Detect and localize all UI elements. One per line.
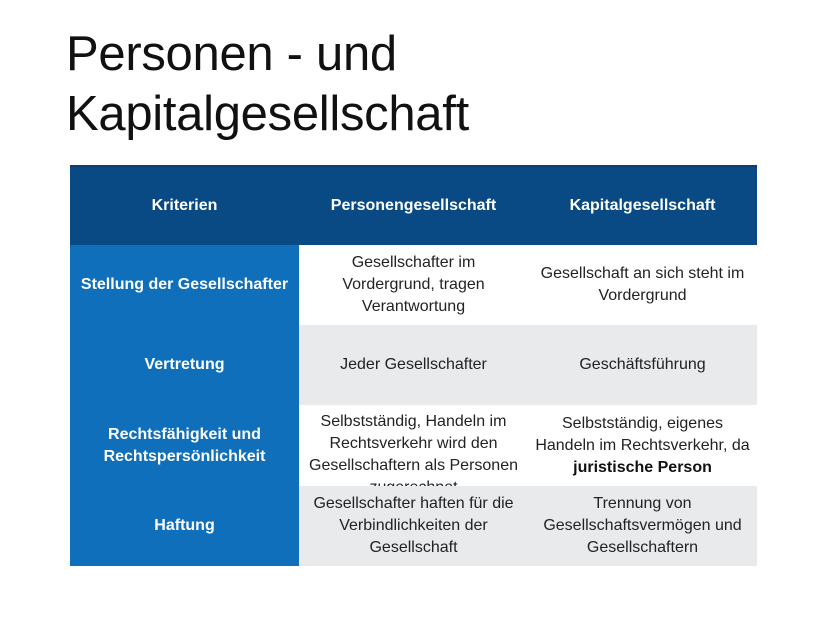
row-kapital-cell: Geschäftsführung — [528, 325, 757, 405]
row-criterion: Vertretung — [70, 325, 299, 405]
title-line-1: Personen - und — [66, 27, 397, 81]
row-kapital-prefix: Selbstständig, eigenes Handeln im Rechtsverkehr, da — [535, 414, 750, 454]
row-kapital-cell — [528, 405, 757, 486]
row-personen-cell: Gesellschafter im Vordergrund, tragen Verantwortung — [299, 245, 528, 325]
title-line-2: Kapitalgesellschaft — [66, 87, 469, 141]
row-criterion: Rechtsfähigkeit und Rechtspersönlichkeit — [70, 405, 299, 486]
row-criterion: Haftung — [70, 486, 299, 566]
header-criteria: Kriterien — [70, 165, 299, 245]
row-criterion: Stellung der Gesellschafter — [70, 245, 299, 325]
row-personen-cell: Jeder Gesellschafter — [299, 325, 528, 405]
page-title — [66, 24, 766, 144]
header-kapitalgesellschaft: Kapitalgesellschaft — [528, 165, 757, 245]
row-personen-text: Selbstständig, Handeln im Rechtsverkehr wird den Gesellschaftern als Personen — [309, 413, 518, 474]
row-kapital-text — [534, 413, 751, 479]
header-personengesellschaft: Personengesellschaft — [299, 165, 528, 245]
row-personen-cell — [299, 405, 528, 486]
row-kapital-cell: Trennung von Gesellschaftsvermögen und Gesellschaftern — [528, 486, 757, 566]
comparison-table — [70, 165, 757, 566]
row-personen-cell: Gesellschafter haften für die Verbindlichkeiten der Gesellschaft — [299, 486, 528, 566]
row-kapital-cell: Gesellschaft an sich steht im Vordergrund — [528, 245, 757, 325]
row-kapital-bold: juristische Person — [573, 458, 712, 476]
